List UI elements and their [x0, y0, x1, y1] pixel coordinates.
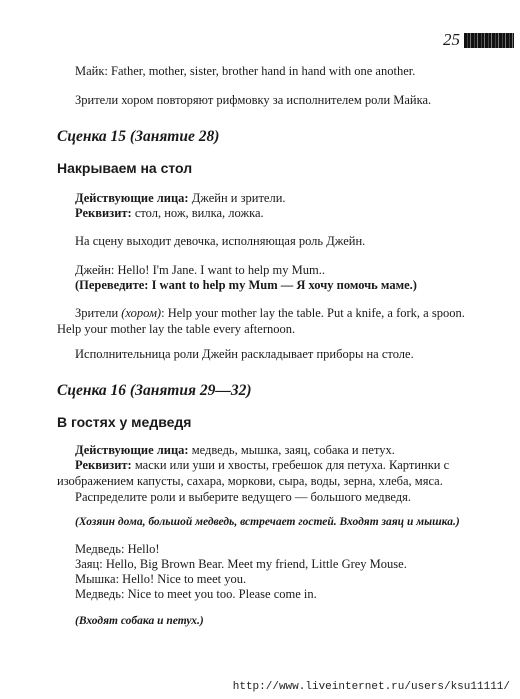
page-number: 25 — [443, 30, 460, 49]
scene-16-props — [57, 457, 482, 489]
scene-16-bear-line: Медведь: Hello! — [75, 542, 160, 556]
scene-15-jane-line: Джейн: Hello! I'm Jane. I want to help my Mum.. — [75, 263, 325, 277]
scene-16-roles: Распределите роли и выберите ведущего — большого медведя. — [75, 490, 412, 504]
cast-text: медведь, мышка, заяц, собака и петух. — [188, 443, 395, 457]
props-text: стол, нож, вилка, ложка. — [131, 206, 264, 220]
scene-16-mouse-line: Мышка: Hello! Nice to meet you. — [75, 572, 247, 586]
props-label: Реквизит: — [75, 206, 132, 220]
cast-label: Действующие лица: — [75, 443, 189, 457]
audience-text: : Help your mother lay the table. Put a knife, a fork, a spoon. Help your mother lay the table every afternoon. — [57, 306, 465, 336]
scene-16-cast — [75, 442, 482, 458]
scene-16-stage-direction: (Хозяин дома, большой медведь, встречает гостей. Входят заяц и мышка.) — [75, 516, 460, 528]
props-text: маски или уши и хвосты, гребешок для петуха. Картинки с изображением капусты, сахара, моркови, сыра, воды, зерна, хлеба, мяса. — [57, 458, 450, 488]
audience-note: (хором) — [121, 306, 162, 320]
scene-15-stage-direction: На сцену выходит девочка, исполняющая роль Джейн. — [75, 234, 366, 248]
scene-16-heading: В гостях у медведя — [57, 414, 192, 430]
props-label: Реквизит: — [75, 458, 132, 472]
scene-16-stage-direction-2: (Входят собака и петух.) — [75, 615, 204, 627]
scene-15-props — [75, 205, 482, 221]
scene-15-cast — [75, 190, 482, 206]
scene-16-hare-line: Заяц: Hello, Big Brown Bear. Meet my friend, Little Grey Mouse. — [75, 557, 407, 571]
cast-text: Джейн и зрители. — [188, 191, 286, 205]
scene-16-bear-line-2: Медведь: Nice to meet you too. Please come in. — [75, 587, 317, 601]
scene-16-title: Сценка 16 (Занятия 29—32) — [57, 382, 252, 399]
source-url[interactable]: http://www.liveinternet.ru/users/ksu11111/ — [232, 681, 510, 693]
page-header — [443, 30, 514, 50]
scene-15-translation: (Переведите: I want to help my Mum — Я хочу помочь маме.) — [75, 278, 417, 292]
scene-15-title: Сценка 15 (Занятие 28) — [57, 128, 220, 145]
cast-label: Действующие лица: — [75, 191, 189, 205]
scan-mark — [464, 33, 514, 48]
scene-15-stage-direction-2: Исполнительница роли Джейн раскладывает приборы на столе. — [75, 347, 414, 361]
intro-line-audience: Зрители хором повторяют рифмовку за исполнителем роли Майка. — [75, 93, 432, 107]
intro-line-mike: Майк: Father, mother, sister, brother hand in hand with one another. — [75, 64, 416, 78]
audience-label: Зрители — [75, 306, 122, 320]
scene-15-heading: Накрываем на стол — [57, 160, 193, 176]
scene-15-audience — [57, 305, 482, 337]
